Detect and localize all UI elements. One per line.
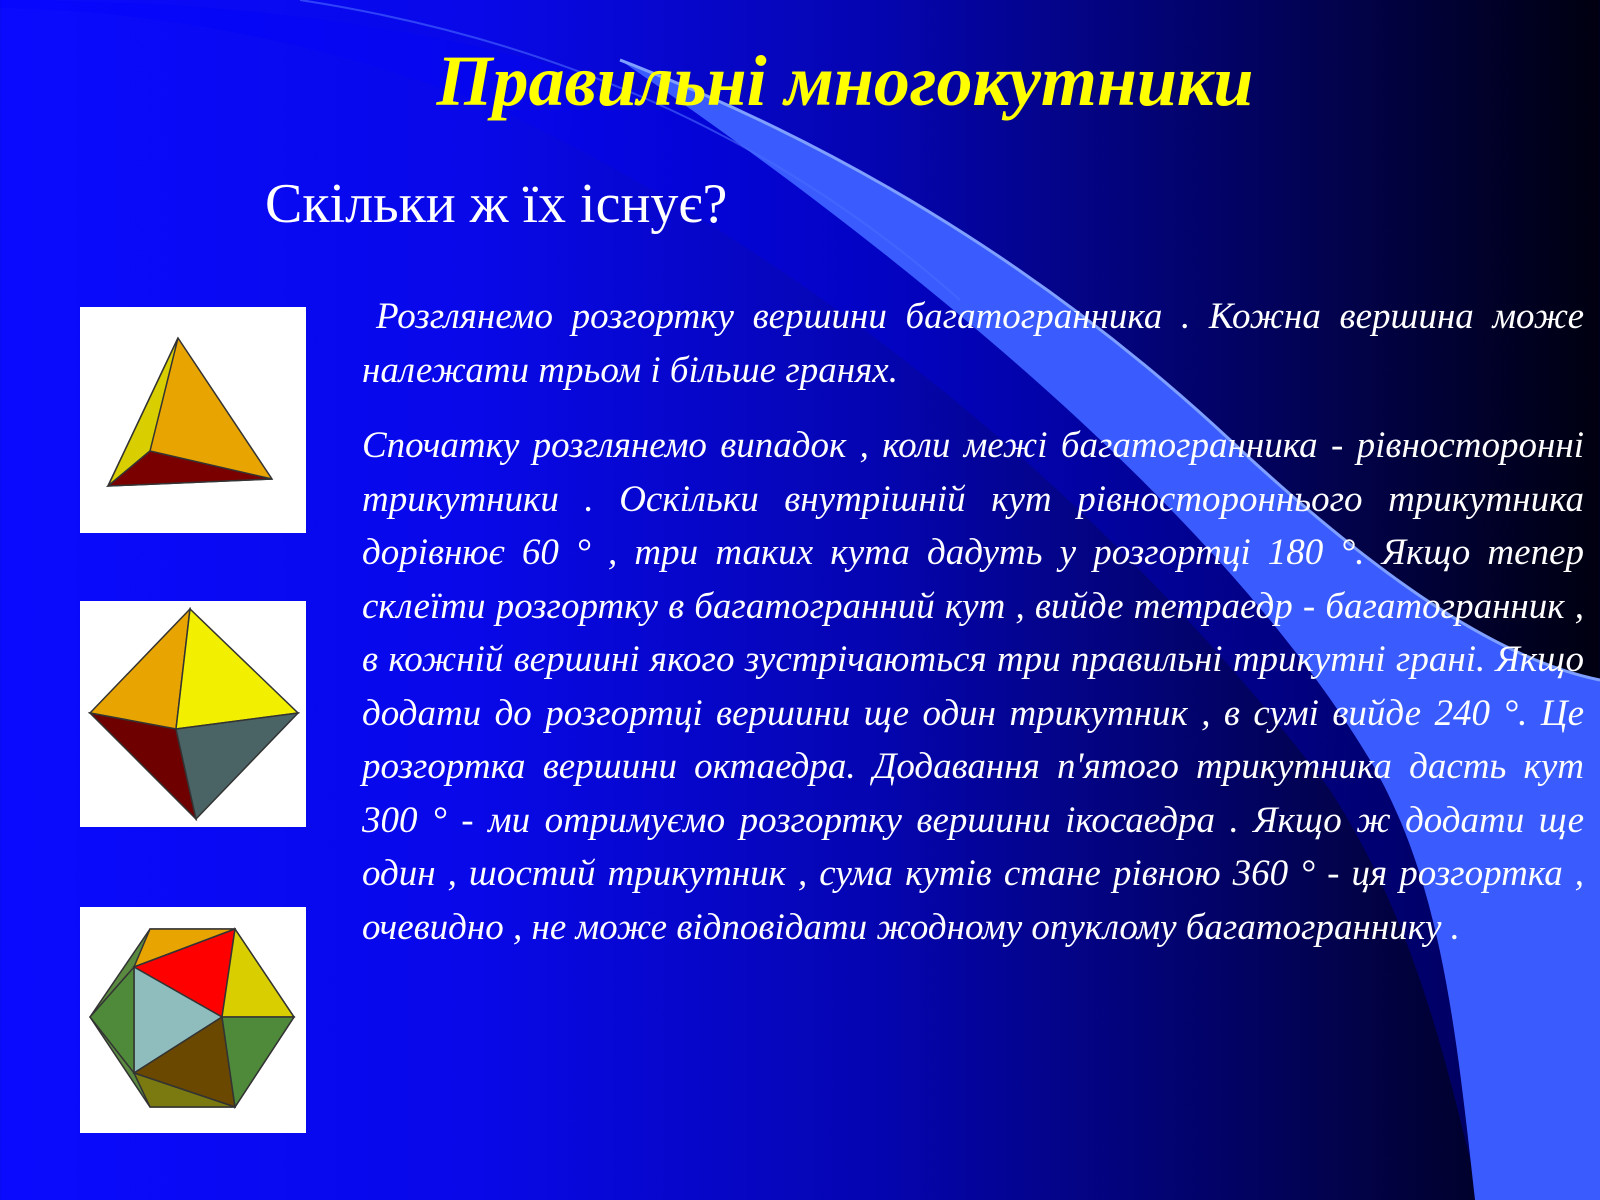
octahedron-image — [80, 601, 306, 827]
tetrahedron-image — [80, 307, 306, 533]
paragraph-explanation: Спочатку розглянемо випадок , коли межі багатогранника - рівносторонні трикутники . Оскільки внутрішній кут рівностороннього трикутника дорівнює 60 ° , три таких кута дадуть у розгортці 180 °. Якщо тепер склеїти розгортку в багатогранний кут , вийде тетраедр - багатогранник , в кожній вершині якого зустрічаються три правильні трикутні грані. Якщо додати до розгортці вершини ще один трикутник , в сумі вийде 240 °. Це розгортка вершини октаедра. Додавання п'ятого трикутника дасть кут 300 ° - ми отримуємо розгортку вершини ікосаедра . Якщо ж додати ще один , шостий трикутник , сума кутів стане рівною 360 ° - ця розгортка , очевидно , не може відповідати жодному опуклому багатограннику . — [362, 425, 1584, 948]
slide-body-text — [362, 290, 1584, 954]
paragraph-intro: Розглянемо розгортку вершини багатогранника . Кожна вершина може належати трьом і більше гранях. — [362, 296, 1584, 391]
slide-title: Правильні многокутники — [436, 41, 1254, 121]
icosahedron-image — [80, 907, 306, 1133]
slide-subtitle: Скільки ж їх існує? — [265, 173, 728, 235]
